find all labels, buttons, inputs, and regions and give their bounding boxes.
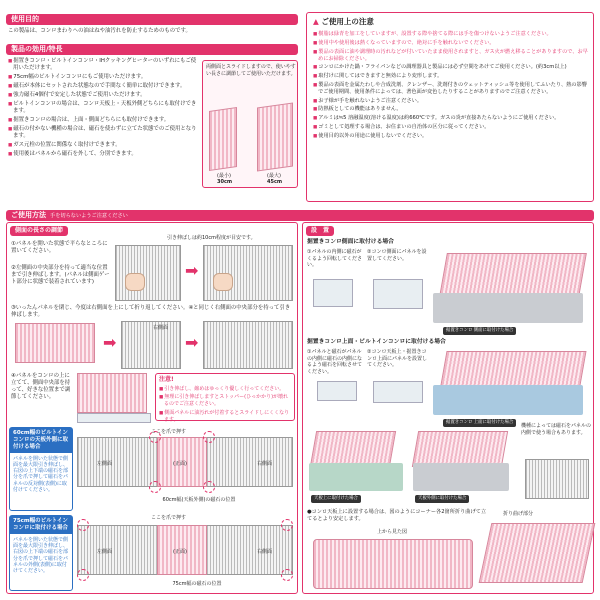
stove-side-image bbox=[373, 279, 423, 309]
panel-standing-image bbox=[77, 373, 147, 413]
built75-box bbox=[9, 515, 73, 591]
pull-note: 引き伸ばしは約10cm程度が目安です。 bbox=[167, 235, 256, 241]
magnet-marker bbox=[281, 569, 293, 581]
min-label: (最小) bbox=[217, 173, 231, 179]
panel-folded-image bbox=[15, 323, 95, 363]
install-box bbox=[302, 222, 594, 594]
note-item: ■ 引き伸ばし、縮めはゆっくり優しく行ってください。 bbox=[159, 386, 291, 393]
hand-image bbox=[213, 273, 233, 291]
caption-inner: 天板上に取付けた場合 bbox=[311, 495, 361, 503]
purpose-title: 使用目的 bbox=[6, 14, 298, 25]
note-item: ■ 側面パネルに油汚れが付着するとスライドしにくくなります。 bbox=[159, 410, 291, 423]
note-list bbox=[156, 386, 294, 424]
magnet-image bbox=[317, 381, 357, 401]
magnet-marker bbox=[77, 519, 89, 531]
right-side-label: 右側面 bbox=[153, 325, 169, 331]
magnet-image bbox=[313, 279, 353, 307]
side-adjust-title: 側面の長さの調節 bbox=[10, 226, 68, 236]
slide-diagram bbox=[202, 60, 298, 188]
stove-image bbox=[309, 463, 403, 491]
top-view-label: 上から見た図 bbox=[377, 529, 408, 535]
caution-item: ■ 防熱板としての機能はありません。 bbox=[313, 106, 589, 113]
center-label: (正面) bbox=[173, 549, 187, 555]
feature-item: ■ 磁石が本体にセットされた状態なので手間なく簡単に取付けできます。 bbox=[8, 83, 198, 90]
arrow-right-icon: ➡ bbox=[185, 261, 199, 280]
features-list bbox=[8, 58, 198, 160]
feature-item: ■ 使用後はパネルから磁石を外して、分別できます。 bbox=[8, 151, 198, 158]
caption-sec2: 据置きコンロ 上面に取付けた場合 bbox=[443, 419, 516, 427]
magnet-marker bbox=[149, 431, 161, 443]
magnet-marker bbox=[203, 431, 215, 443]
caution-item: ■ 製品の表面に油や調理時の汚れなどが付いていたまま使用されますと、ガス火が燃え移ることがありますので、お早めにお掃除ください。 bbox=[313, 49, 589, 63]
magnet-marker bbox=[281, 519, 293, 531]
built60-title: 60cm幅のビルトインコンロの天板外側に取付ける場合 bbox=[10, 428, 72, 453]
feature-item: ■ 据置きコンロの場合は、上面・側面どちらにも取付けできます。 bbox=[8, 117, 198, 124]
caution-item: ■ 取付けに関してはできますと無効により変形します。 bbox=[313, 73, 589, 80]
install-sec1-step1: ①パネルの内側に磁石がくるよう回転してください。 bbox=[307, 249, 363, 268]
right-side-label: 右側面 bbox=[257, 549, 273, 555]
caution-item: ■ コンロにかけた鍋・フライパンなどの調理器具と製品には必ず空間をあけてご使用ください。(約3cm以上) bbox=[313, 64, 589, 71]
center-label: (正面) bbox=[173, 461, 187, 467]
panel-stretched-image bbox=[203, 321, 293, 369]
left-side-label: 左側面 bbox=[97, 461, 113, 467]
min-value: 30cm bbox=[217, 179, 233, 185]
caution-item: ■ 使用目的以外の用途に使用しないでください。 bbox=[313, 133, 589, 140]
stove-image bbox=[433, 385, 583, 415]
step2-text: ②左側面の中央部分を持って適当な位置まで引き伸ばします。(パネルは側面ゲート部分に状態で装着されています) bbox=[11, 265, 110, 286]
panel-left-image bbox=[115, 245, 181, 301]
caution-item: ■ お子様が手を触れないようご注意ください。 bbox=[313, 98, 589, 105]
panel-min-image bbox=[209, 107, 237, 171]
panel-outer-image bbox=[412, 431, 508, 467]
panel-topview-image bbox=[313, 539, 473, 589]
caption-sec1: 据置きコンロ 側面に取付けた場合 bbox=[443, 327, 516, 335]
caution-box bbox=[306, 12, 594, 202]
usage-title: ご使用方法 bbox=[11, 211, 46, 219]
feature-item: ■ 強力磁石4個付で安定した状態でご使用いただけます。 bbox=[8, 92, 198, 99]
built75-title: 75cm幅のビルトインコンロに取付ける場合 bbox=[10, 516, 72, 534]
usage-subtitle: 手を切らないようご注意ください bbox=[50, 213, 128, 219]
features-title: 製品の効用/特長 bbox=[6, 44, 298, 55]
right-side-label: 右側面 bbox=[257, 461, 273, 467]
arrow-right-icon: ➡ bbox=[185, 333, 199, 352]
panel-inner-image bbox=[310, 431, 396, 467]
stove-top-image bbox=[77, 413, 151, 423]
side-adjust-box bbox=[6, 222, 298, 594]
step4-text: ④パネルをコンロの上に立てて、側面中央部を持って、好きな位置まで調節してください。 bbox=[11, 373, 71, 401]
magnet-marker bbox=[77, 569, 89, 581]
feature-item: ■ 据置きコンロ・ビルトインコンロ・IHクッキングヒーターのいずれにもご使用いただけます。 bbox=[8, 58, 198, 72]
feature-item: ■ ビルトインコンロの場合は、コンロ天板上・天板外側どちらにも取付けできます。 bbox=[8, 101, 198, 115]
install-title: 設 置 bbox=[306, 226, 334, 236]
magnet-marker bbox=[203, 481, 215, 493]
note-item: ■ 無理に引き伸ばしますとストッパー(ひっかかり)が壊れるのでご注意ください。 bbox=[159, 394, 291, 407]
caution-title: ご使用上の注意 bbox=[321, 17, 374, 26]
step3-text: ③いったんパネルを閉じ、今度は右側面を上にして折り返してください。④と同じく右側面の中央部分を持って引き伸ばします。 bbox=[11, 305, 291, 319]
install-sec2-step1: ①パネルと磁石がパネルの内側に磁石の内側になるよう磁石を回転させてください。 bbox=[307, 349, 363, 375]
built60-text: パネルを開いた状態で側面を最大限引き伸ばし、右図の上下端の磁石を部分を爪で押して磁石をパネルの反対側(表側)に取付けてください。 bbox=[13, 455, 69, 493]
feature-item: ■ ガス元栓の位置に関係なく取付けできます。 bbox=[8, 142, 198, 149]
feature-item: ■ 磁石の付かない機種の場合は、磁石を使わずに立てた状態でのご使用となります。 bbox=[8, 126, 198, 140]
magnet-marker bbox=[149, 481, 161, 493]
caution-item: ■ アルミは≒5 溶融温度(溶ける温度)は約660℃です。ガスの炎が直接あたらないようにご使用ください。 bbox=[313, 115, 589, 122]
caution-item: ■ 製品の表面を金属たわしや合成洗剤、クレンザー、洗剤付きのウェットティッシュ等を使用してふいたり、熱の影響でご使用期間、使用条件によっては、著色面が変色したりすることがありますのでご注意ください。 bbox=[313, 82, 589, 96]
purpose-text: この製品は、コンロまわりへの油はねや油汚れを防止するためのものです。 bbox=[8, 28, 191, 34]
install-sec2-step2: ②コンロ天板上・据置きコンロ上面にパネルを設置してください。 bbox=[367, 349, 428, 368]
panel-fold-image bbox=[479, 523, 596, 583]
caution-item: ■ 使用中や使用後は熱くなっていますので、絶対に手を触れないでください。 bbox=[313, 40, 589, 47]
panel-install-image bbox=[439, 253, 587, 297]
feature-item: ■ 75cm幅のビルトインコンロにもご使用いただけます。 bbox=[8, 74, 198, 81]
max-label: (最大) bbox=[267, 173, 281, 179]
arrow-right-icon: ➡ bbox=[103, 333, 117, 352]
built60-box bbox=[9, 427, 73, 511]
install-side-note: 機種によっては磁石をパネルの内側で使う場合もあります。 bbox=[521, 423, 592, 436]
install-corner-note: ●コンロ天板上に設置する場合は、図のようにコーナー各2箇所折り曲げて立てるとより安定します。 bbox=[307, 509, 487, 522]
left-side-label: 左側面 bbox=[97, 549, 113, 555]
stove-top-image bbox=[373, 381, 423, 403]
built75-marker: ここを爪で押す bbox=[151, 515, 187, 521]
caution-list bbox=[313, 31, 589, 142]
stove-image bbox=[413, 463, 509, 491]
hand-image bbox=[125, 273, 145, 291]
step1-text: ①パネルを開いた状態で平らなところに置いてください。 bbox=[11, 241, 108, 255]
built60-label: 60cm幅(天板外側)の磁石の位置 bbox=[162, 497, 236, 503]
max-value: 45cm bbox=[267, 179, 283, 185]
install-sec1-title: 据置きコンロ側面に取付ける場合 bbox=[307, 239, 394, 245]
install-sec2-title: 据置きコンロ上面・ビルトインコンロに取付ける場合 bbox=[307, 339, 446, 345]
fold-label: 折り曲げ部分 bbox=[503, 511, 534, 517]
caution-title-wrap bbox=[313, 17, 374, 26]
built75-text: パネルを開いた状態で側面を最大限引き伸ばし、右図の上下端の磁石を部分を爪で押して磁石をパネルの外側(表側)に取付けてください。 bbox=[13, 536, 69, 574]
caption-outer: 天板外側に取付けた場合 bbox=[415, 495, 469, 503]
stove-image bbox=[433, 293, 583, 323]
note-title: 注意! bbox=[159, 376, 174, 383]
usage-header bbox=[6, 210, 594, 221]
caution-item: ■ ゴミとして処理する場合は、お住まいの自治体の区分に従ってください。 bbox=[313, 124, 589, 131]
panel-right-image bbox=[121, 321, 181, 369]
warning-icon: ▲ bbox=[313, 17, 319, 26]
built75-label: 75cm幅の磁石の位置 bbox=[172, 581, 222, 587]
panel-magnet-image bbox=[525, 459, 589, 499]
diagram-note: 両側面とスライドしますので、使いやすい長さに調節してご使用いただけます。 bbox=[206, 64, 296, 77]
install-sec1-step2: ②コンロ側面にパネルを設置してください。 bbox=[367, 249, 427, 262]
caution-item: ■ 樹脂は緑青を加工をしていますが、設置する際や捨てる際には手を傷つけないようご注意ください。 bbox=[313, 31, 589, 38]
note-box bbox=[155, 373, 295, 421]
panel-max-image bbox=[257, 102, 293, 171]
built60-marker: ここを爪で押す bbox=[151, 429, 187, 435]
